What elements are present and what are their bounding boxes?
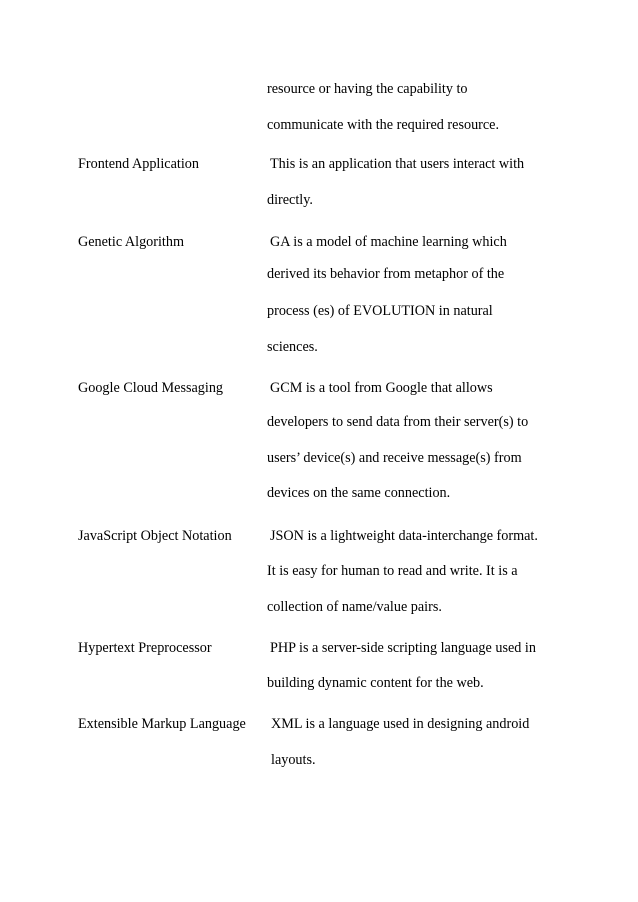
definition-line: This is an application that users interact with bbox=[270, 156, 525, 172]
continuation-line: communicate with the required resource. bbox=[267, 117, 500, 133]
definition-line: users’ device(s) and receive message(s) from bbox=[267, 450, 522, 466]
glossary-term-genetic-algorithm: Genetic Algorithm bbox=[78, 234, 184, 250]
definition-line: derived its behavior from metaphor of the bbox=[267, 266, 505, 282]
definition-line: directly. bbox=[267, 192, 313, 208]
definition-line: JSON is a lightweight data-interchange format. bbox=[270, 528, 538, 544]
definition-line: sciences. bbox=[267, 339, 318, 355]
glossary-term-frontend-application: Frontend Application bbox=[78, 156, 199, 172]
continuation-line: resource or having the capability to bbox=[267, 81, 468, 97]
definition-line: devices on the same connection. bbox=[267, 485, 451, 501]
definition-line: XML is a language used in designing android bbox=[271, 716, 530, 732]
definition-line: PHP is a server-side scripting language used in bbox=[270, 640, 536, 656]
glossary-term-javascript-object-notation: JavaScript Object Notation bbox=[78, 528, 232, 544]
definition-line: GCM is a tool from Google that allows bbox=[270, 380, 493, 396]
definition-line: process (es) of EVOLUTION in natural bbox=[267, 303, 493, 319]
definition-line: collection of name/value pairs. bbox=[267, 599, 442, 615]
definition-line: GA is a model of machine learning which bbox=[270, 234, 507, 250]
definition-line: building dynamic content for the web. bbox=[267, 675, 484, 691]
glossary-term-hypertext-preprocessor: Hypertext Preprocessor bbox=[78, 640, 212, 656]
definition-line: layouts. bbox=[271, 752, 316, 768]
glossary-term-extensible-markup-language: Extensible Markup Language bbox=[78, 716, 246, 732]
definition-line: developers to send data from their server(s) to bbox=[267, 414, 529, 430]
definition-line: It is easy for human to read and write. It is a bbox=[267, 563, 518, 579]
glossary-term-google-cloud-messaging: Google Cloud Messaging bbox=[78, 380, 224, 396]
